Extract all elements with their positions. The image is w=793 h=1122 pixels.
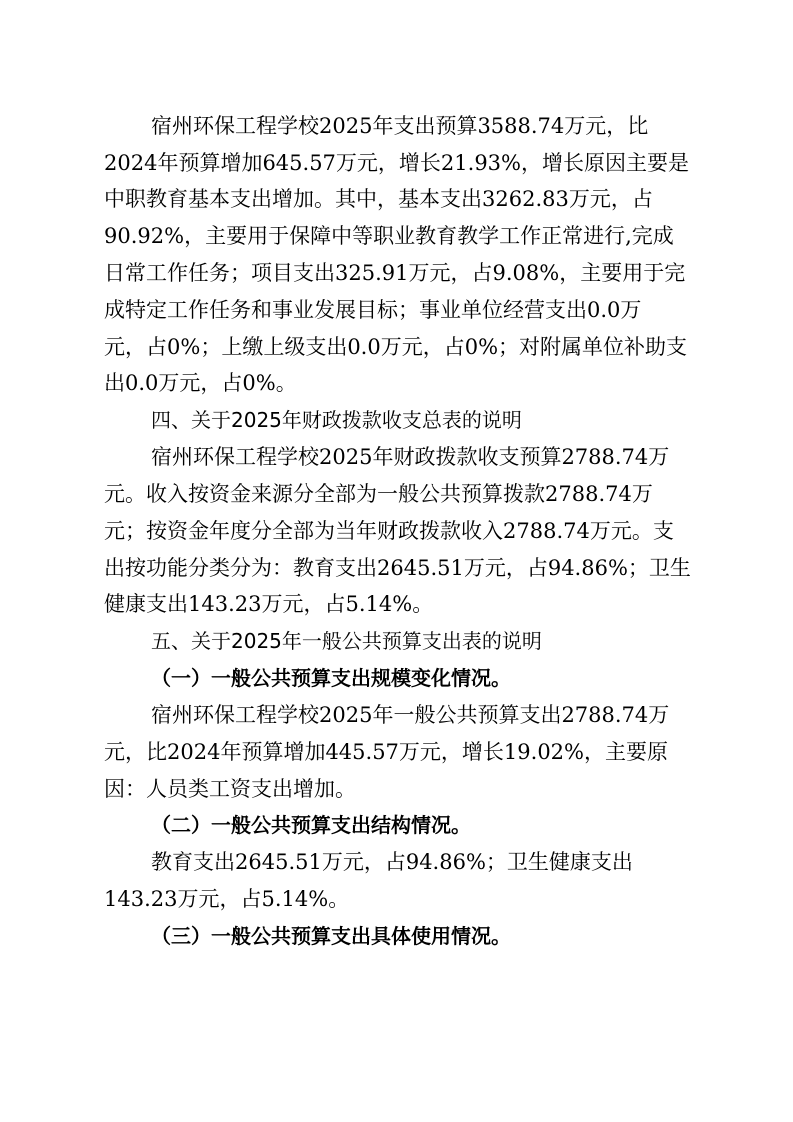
paragraph-line: 2024年预算增加645.57万元，增长21.93%，增长原因主要是 [104, 151, 689, 175]
paragraph-line: 健康支出143.23万元，占5.14%。 [104, 592, 434, 616]
paragraph-line: 日常工作任务；项目支出325.91万元，占9.08%，主要用于完 [104, 261, 686, 285]
paragraph-line: 宿州环保工程学校2025年财政拨款收支预算2788.74万 [151, 445, 670, 469]
paragraph-line: 元；按资金年度分全部为当年财政拨款收入2788.74万元。支 [104, 519, 674, 543]
paragraph-line: 90.92%，主要用于保障中等职业教育教学工作正常进行,完成 [104, 224, 674, 248]
paragraph-line: 元。收入按资金来源分全部为一般公共预算拨款2788.74万 [104, 482, 653, 506]
paragraph-line: 出按功能分类分为：教育支出2645.51万元，占94.86%；卫生 [104, 556, 691, 580]
paragraph-line: 教育支出2645.51万元，占94.86%；卫生健康支出 [151, 850, 633, 874]
section-heading: 五、关于2025年一般公共预算支出表的说明 [151, 629, 542, 653]
paragraph-line: 因：人员类工资支出增加。 [104, 777, 356, 801]
paragraph-line: 中职教育基本支出增加。其中，基本支出3262.83万元，占 [104, 187, 653, 211]
paragraph-line: 宿州环保工程学校2025年一般公共预算支出2788.74万 [151, 703, 670, 727]
paragraph-line: 元，比2024年预算增加445.57万元，增长19.02%，主要原 [104, 740, 668, 764]
subsection-heading: （一）一般公共预算支出规模变化情况。 [151, 666, 511, 690]
paragraph-line: 宿州环保工程学校2025年支出预算3588.74万元，比 [151, 114, 649, 138]
paragraph-line: 成特定工作任务和事业发展目标；事业单位经营支出0.0万 [104, 298, 642, 322]
paragraph-line: 143.23万元，占5.14%。 [104, 887, 350, 911]
section-heading: 四、关于2025年财政拨款收支总表的说明 [151, 408, 522, 432]
paragraph-line: 元，占0%；上缴上级支出0.0万元，占0%；对附属单位补助支 [104, 335, 688, 359]
subsection-heading: （三）一般公共预算支出具体使用情况。 [151, 924, 511, 948]
subsection-heading: （二）一般公共预算支出结构情况。 [151, 813, 471, 837]
paragraph-line: 出0.0万元，占0%。 [104, 371, 297, 395]
